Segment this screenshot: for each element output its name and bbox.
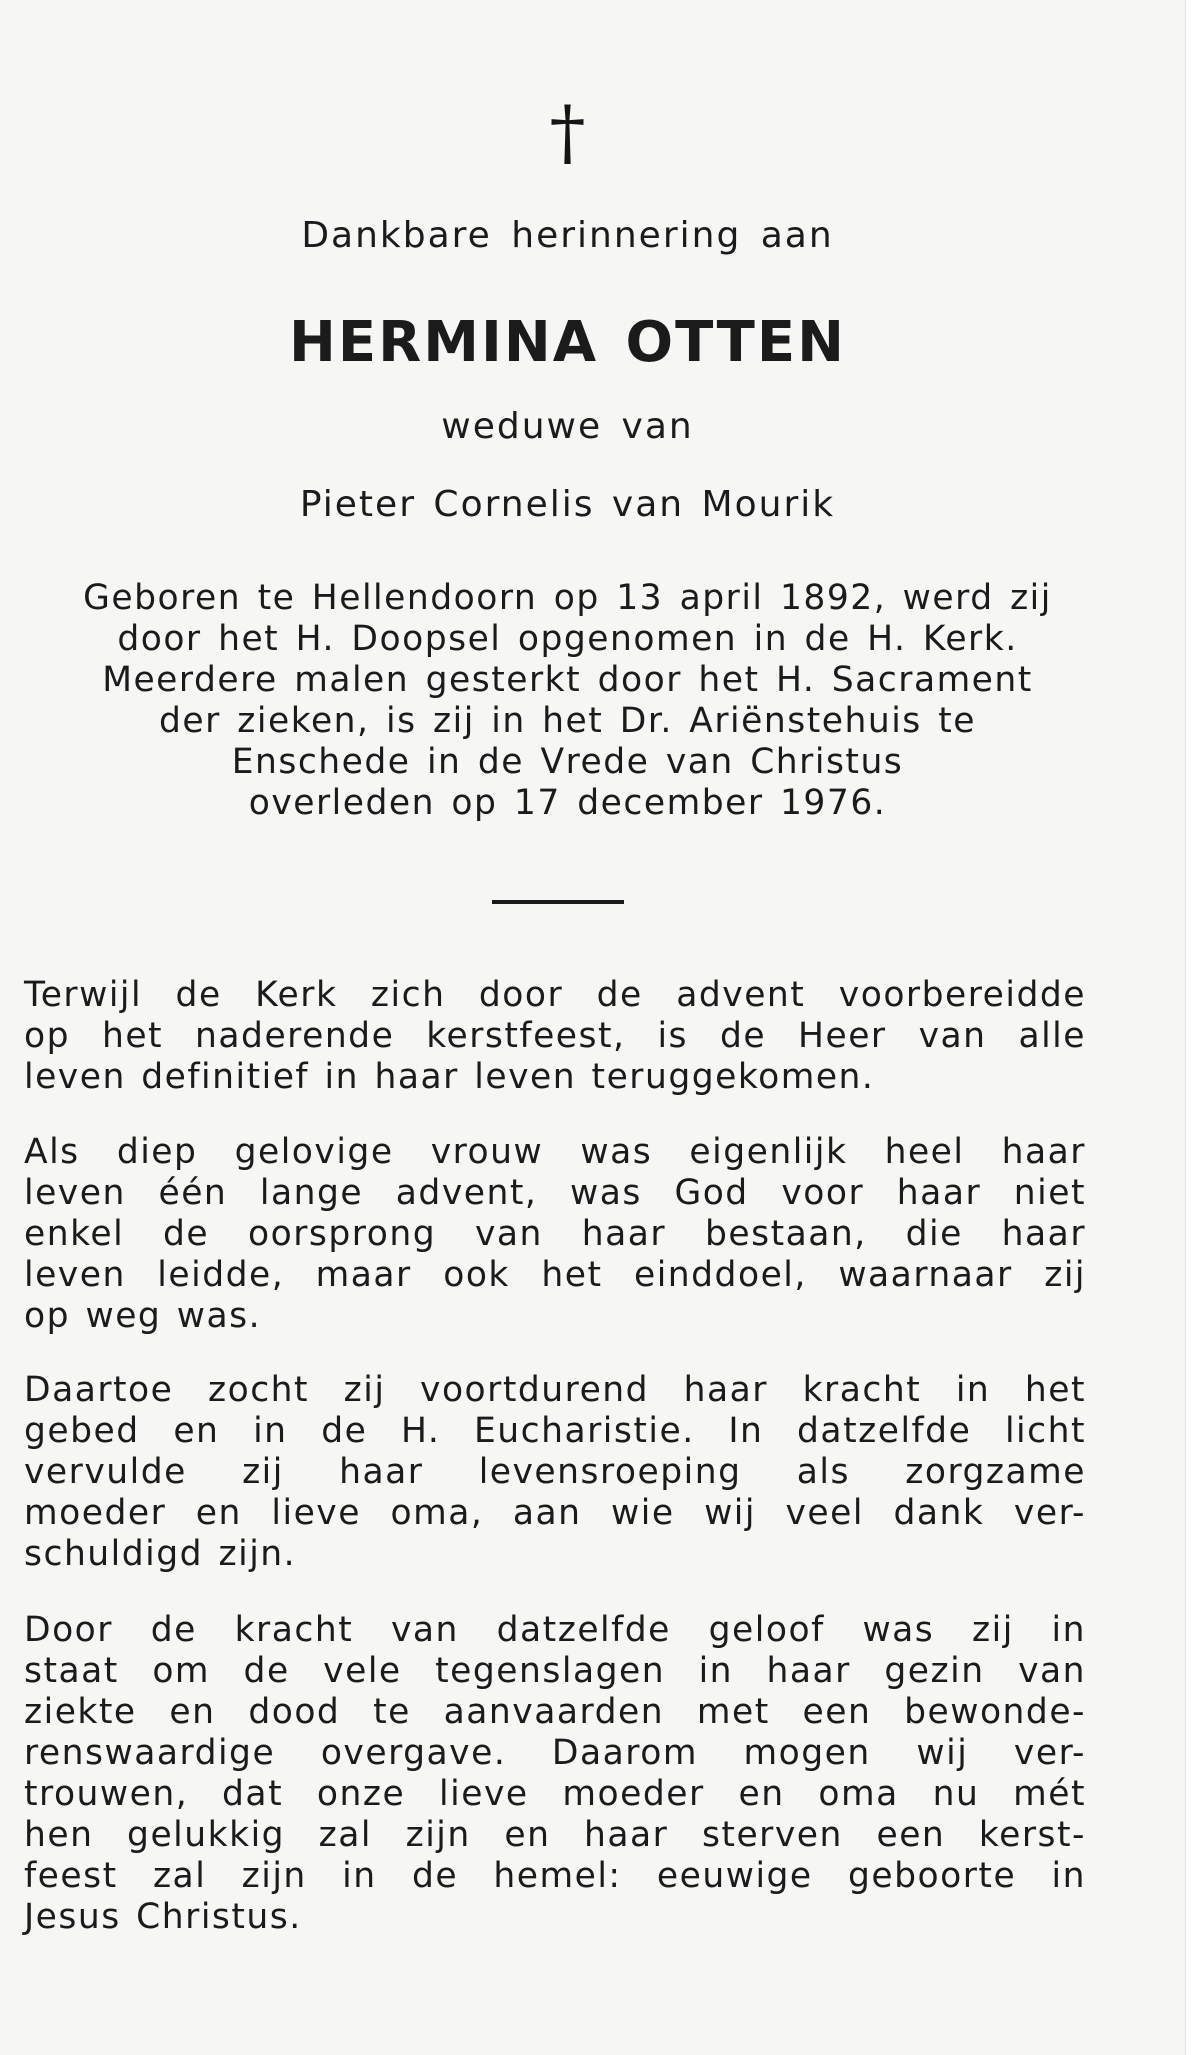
divider-line (492, 900, 624, 904)
paragraph-prayer (24, 1370, 1086, 1575)
paragraph-line: gebed en in de H. Eucharistie. In datzelfde licht (24, 1411, 1086, 1451)
bio-line: Enschede in de Vrede van Christus (231, 742, 904, 782)
paragraph-line: leven definitief in haar leven teruggekomen. (24, 1057, 875, 1097)
deceased-name: HERMINA OTTEN (289, 310, 846, 375)
paragraph-trust (24, 1610, 1086, 1938)
paragraph-line: renswaardige overgave. Daarom mogen wij ver- (24, 1733, 1086, 1773)
bio-line: Geboren te Hellendoorn op 13 april 1892, werd zij (83, 578, 1052, 618)
paragraph-line: op weg was. (24, 1296, 262, 1336)
paragraph-line: leven één lange advent, was God voor haar niet (24, 1173, 1086, 1213)
paragraph-line: hen gelukkig zal zijn en haar sterven een kerst- (24, 1815, 1086, 1855)
bio-line: door het H. Doopsel opgenomen in de H. Kerk. (117, 619, 1018, 659)
paragraph-line: op het naderende kerstfeest, is de Heer van alle (24, 1016, 1086, 1056)
spouse-name: Pieter Cornelis van Mourik (299, 484, 836, 525)
paragraph-line: Terwijl de Kerk zich door de advent voorbereidde (24, 975, 1086, 1015)
bio-line: overleden op 17 december 1976. (248, 783, 887, 823)
paragraph-line: moeder en lieve oma, aan wie wij veel dank ver- (24, 1493, 1086, 1533)
paragraph-line: staat om de vele tegenslagen in haar gezin van (24, 1651, 1086, 1691)
paragraph-advent (24, 975, 1086, 1098)
paragraph-line: Daartoe zocht zij voortdurend haar kracht in het (24, 1370, 1086, 1410)
bio-line: der zieken, is zij in het Dr. Ariënstehuis te (159, 701, 976, 741)
paragraph-line: leven leidde, maar ook het einddoel, waarnaar zij (24, 1255, 1086, 1295)
bio-line: Meerdere malen gesterkt door het H. Sacrament (102, 660, 1033, 700)
paragraph-faith (24, 1132, 1086, 1337)
paragraph-line: Als diep gelovige vrouw was eigenlijk heel haar (24, 1132, 1086, 1172)
paragraph-line: trouwen, dat onze lieve moeder en oma nu mét (24, 1774, 1086, 1814)
paragraph-line: Door de kracht van datzelfde geloof was zij in (24, 1610, 1086, 1650)
paragraph-line: schuldigd zijn. (24, 1534, 297, 1574)
paragraph-line: vervulde zij haar levensroeping als zorgzame (24, 1452, 1086, 1492)
paragraph-line: ziekte en dood te aanvaarden met een bewonde- (24, 1692, 1086, 1732)
biography (0, 578, 1135, 824)
widow-of-text: weduwe van (441, 406, 694, 447)
cross-icon: † (549, 90, 586, 174)
paragraph-line: Jesus Christus. (24, 1897, 302, 1937)
paragraph-line: feest zal zijn in de hemel: eeuwige geboorte in (24, 1856, 1086, 1896)
intro-text: Dankbare herinnering aan (301, 215, 834, 256)
paragraph-line: enkel de oorsprong van haar bestaan, die haar (24, 1214, 1086, 1254)
